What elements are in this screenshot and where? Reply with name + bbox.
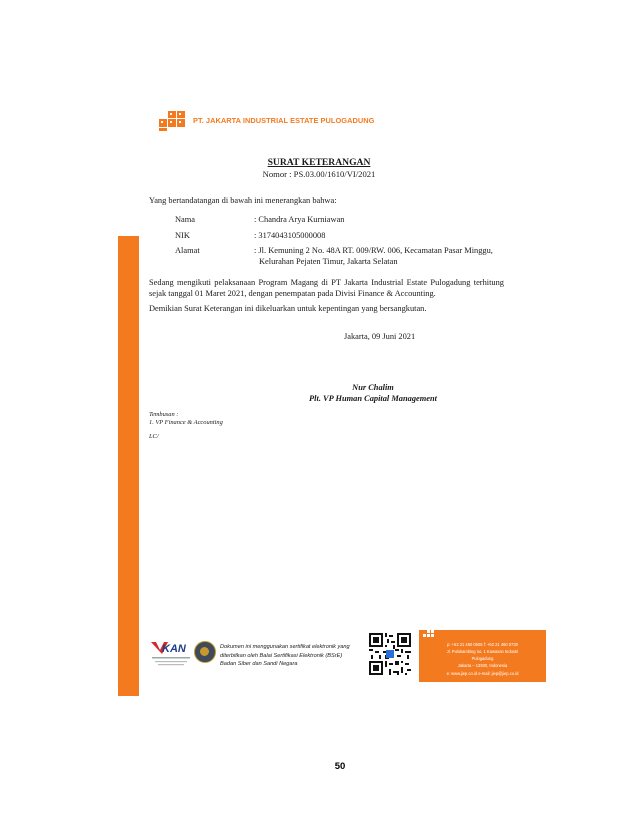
orange-side-bar [118,236,139,696]
contact-address-3: Jakarta – 13930, Indonesia [457,663,508,668]
contact-web-email: e: www.jiep.co.id e-mail: jiep@jiep.co.id [446,671,519,676]
closing-paragraph: Demikian Surat Keterangan ini dikeluarkan untuk kepentingan yang bersangkutan. [149,304,427,313]
address-value-line2: Kelurahan Pejaten Timur, Jakarta Selatan [259,257,398,266]
cert-line-2: diterbitkan oleh Balai Sertifikasi Elektronik (BSrE) [220,652,343,659]
cc-item: 1. VP Finance & Accounting [149,419,223,426]
contact-address-1: Jl. Pulokambing no. 1 Kawasan Industri [446,649,519,654]
contact-phone: p: +62 21 460 0505 f: +62 21 460 0730 [447,642,518,647]
qr-code-icon [369,633,411,675]
intro-text: Yang bertandatangan di bawah ini menerangkan bahwa: [149,196,337,205]
company-logo-small-icon [423,629,437,641]
signatory-name: Nur Chalim [352,383,394,392]
company-name: PT. JAKARTA INDUSTRIAL ESTATE PULOGADUNG [193,116,375,125]
certificate-notice [220,643,350,669]
name-value: : Chandra Arya Kurniawan [254,215,345,224]
cert-line-3: Badan Siber dan Sandi Negara [220,661,298,668]
kan-logo-icon [150,636,192,670]
nik-value: : 3174043105000008 [254,231,326,240]
company-logo-icon [159,111,187,131]
svg-text:KAN: KAN [162,643,186,655]
address-label: Alamat [175,246,200,255]
letter-title: SURAT KETERANGAN [267,157,371,168]
place-date: Jakarta, 09 Juni 2021 [344,332,416,341]
bsre-seal-icon [194,641,216,663]
address-value-line1: : Jl. Kemuning 2 No. 48A RT. 009/RW. 006, Kecamatan Pasar Minggu, [254,246,493,255]
name-label: Nama [175,215,195,224]
letter-number: Nomor : PS.03.00/1610/VI/2021 [262,169,376,179]
contact-address-2: Pulogadung [471,656,494,661]
cert-line-1: Dokumen ini menggunakan sertifikat elektronik yang [220,644,350,650]
contact-box [419,630,546,682]
statement-paragraph: Sedang mengikuti pelaksanaan Program Magang di PT Jakarta Industrial Estate Pulogadung terhitung sejak tanggal 01 Maret 2021, dengan penempatan pada Divisi Finance & Accounting. [149,278,504,298]
page-number: 50 [334,761,346,772]
cc-label: Tembusan : [149,411,179,418]
initials: LC/ [149,433,159,440]
signatory-title: Plt. VP Human Capital Management [309,394,437,403]
nik-label: NIK [175,231,190,240]
